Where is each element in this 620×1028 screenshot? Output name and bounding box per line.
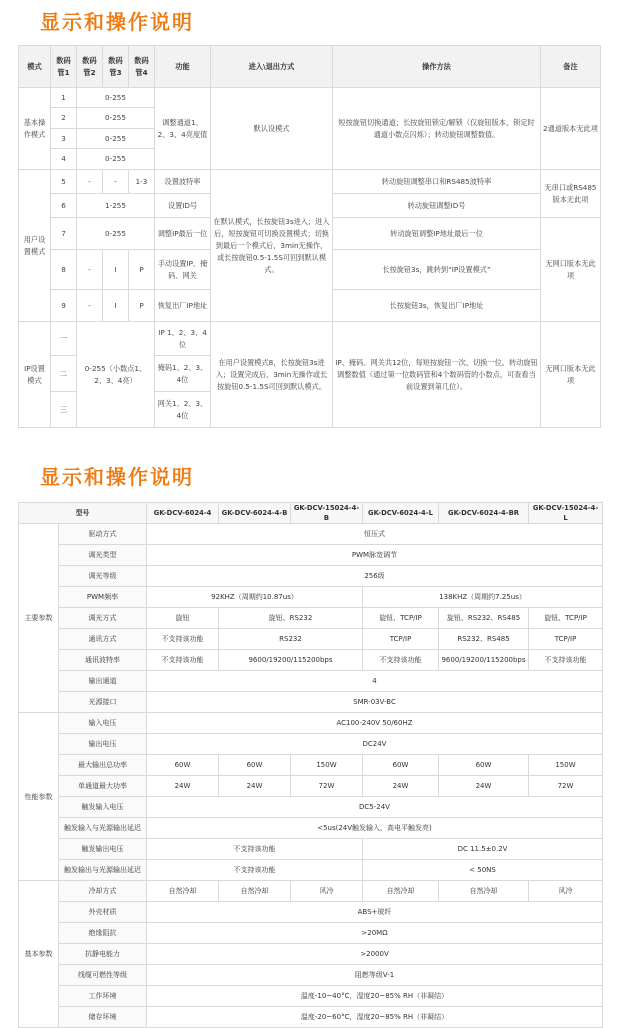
cell-digit: 8 bbox=[51, 250, 77, 290]
cell-digit: 二 bbox=[51, 356, 77, 392]
cell-value: 旋钮、RS232、RS485 bbox=[439, 608, 529, 629]
section-title-1: 显示和操作说明 bbox=[40, 10, 194, 34]
cell-value: 不支持该功能 bbox=[147, 839, 363, 860]
table-row bbox=[19, 608, 603, 629]
row-label: 储存环境 bbox=[59, 1007, 147, 1028]
cell-value: 风冷 bbox=[291, 881, 363, 902]
table-row bbox=[19, 860, 603, 881]
cell-operation: IP、掩码、网关共12位，每短按旋钮一次，切换一位。转动旋钮调整数值（通过第一位数码管和4个数码管的小数点，可查看当前设置到第几位）。 bbox=[333, 322, 541, 428]
row-label: 线缆可燃性等级 bbox=[59, 965, 147, 986]
table-row bbox=[19, 170, 601, 194]
cell-value: 自然冷却 bbox=[363, 881, 439, 902]
cell-digit: 1-3 bbox=[129, 170, 155, 194]
cell-value: 4 bbox=[147, 671, 603, 692]
cell-value: 24W bbox=[363, 776, 439, 797]
mode-user: 用户设置模式 bbox=[19, 170, 51, 322]
model-name: GK-DCV-15024-4-B bbox=[291, 503, 363, 524]
cell-function: IP 1、2、3、4位 bbox=[155, 322, 211, 356]
cell-value: >2000V bbox=[147, 944, 603, 965]
group-basic: 基本参数 bbox=[19, 881, 59, 1028]
cell-note: 无网口版本无此项 bbox=[541, 322, 601, 428]
cell-operation: 短按旋钮切换通道；长按旋钮锁定/解锁（仅旋钮版本，锁定时通道小数点闪烁）；转动旋钮调整数值。 bbox=[333, 88, 541, 170]
cell-digit: P bbox=[129, 250, 155, 290]
cell-value: 150W bbox=[529, 755, 603, 776]
cell-operation: 长按旋钮3s，恢复出厂IP地址 bbox=[333, 290, 541, 322]
cell-value: TCP/IP bbox=[363, 629, 439, 650]
cell-value: 60W bbox=[219, 755, 291, 776]
cell-digit: - bbox=[77, 250, 103, 290]
cell-value: 恒压式 bbox=[147, 524, 603, 545]
cell-range: 0-255 bbox=[77, 218, 155, 250]
cell-note: 无网口版本无此项 bbox=[541, 218, 601, 322]
operation-table bbox=[18, 45, 601, 428]
cell-value: 256级 bbox=[147, 566, 603, 587]
cell-enter: 在用户设置模式8，长按旋钮3s进入；设置完成后，3min无操作或长按旋钮0.5-1.5S可回到默认模式。 bbox=[211, 322, 333, 428]
model-name: GK-DCV-6024-4-BR bbox=[439, 503, 529, 524]
header-note: 备注 bbox=[541, 46, 601, 88]
cell-value: 自然冷却 bbox=[219, 881, 291, 902]
cell-value: SMR-03V-BC bbox=[147, 692, 603, 713]
cell-operation: 转动旋钮调整ID号 bbox=[333, 194, 541, 218]
cell-digit: - bbox=[103, 170, 129, 194]
header-operation: 操作方法 bbox=[333, 46, 541, 88]
row-label: 触发输出与光源输出延迟 bbox=[59, 860, 147, 881]
header-mode: 模式 bbox=[19, 46, 51, 88]
model-name: GK-DCV-6024-4-L bbox=[363, 503, 439, 524]
cell-value: RS232、RS485 bbox=[439, 629, 529, 650]
cell-value: 138KHZ（周期约7.25us） bbox=[363, 587, 603, 608]
table-row bbox=[19, 734, 603, 755]
cell-digit: - bbox=[77, 290, 103, 322]
row-label: 触发输入与光源输出延迟 bbox=[59, 818, 147, 839]
table-row bbox=[19, 1007, 603, 1028]
cell-operation: 转动旋钮调整IP地址最后一位 bbox=[333, 218, 541, 250]
row-label: 调光等级 bbox=[59, 566, 147, 587]
spec-table bbox=[18, 502, 603, 1028]
row-label: 外壳材质 bbox=[59, 902, 147, 923]
row-label: 调光方式 bbox=[59, 608, 147, 629]
row-label: 工作环境 bbox=[59, 986, 147, 1007]
table-row bbox=[19, 713, 603, 734]
table-row bbox=[19, 818, 603, 839]
cell-value: 150W bbox=[291, 755, 363, 776]
header-digit-4: 数码管4 bbox=[129, 46, 155, 88]
cell-function: 网关1、2、3、4位 bbox=[155, 392, 211, 428]
cell-value: 不支持该功能 bbox=[147, 629, 219, 650]
cell-value: 72W bbox=[291, 776, 363, 797]
header-digit-2: 数码管2 bbox=[77, 46, 103, 88]
cell-value: PWM脉宽调节 bbox=[147, 545, 603, 566]
header-function: 功能 bbox=[155, 46, 211, 88]
row-label: PWM频率 bbox=[59, 587, 147, 608]
cell-digit: 1 bbox=[51, 88, 77, 108]
cell-digit: 2 bbox=[51, 108, 77, 129]
model-name: GK-DCV-6024-4-B bbox=[219, 503, 291, 524]
cell-range: 0-255 bbox=[77, 129, 155, 149]
header-enter-exit: 进入\退出方式 bbox=[211, 46, 333, 88]
model-label: 型号 bbox=[19, 503, 147, 524]
cell-note: 无串口或RS485版本无此项 bbox=[541, 170, 601, 218]
table-row bbox=[19, 881, 603, 902]
cell-range: 0-255 bbox=[77, 149, 155, 170]
cell-value: 旋钮 bbox=[147, 608, 219, 629]
cell-value: 不支持该功能 bbox=[147, 860, 363, 881]
row-label: 通讯方式 bbox=[59, 629, 147, 650]
table-row bbox=[19, 322, 601, 356]
row-label: 抗静电能力 bbox=[59, 944, 147, 965]
cell-value: ABS+玻纤 bbox=[147, 902, 603, 923]
cell-digit: P bbox=[129, 290, 155, 322]
cell-enter: 默认设模式 bbox=[211, 88, 333, 170]
section-title-2: 显示和操作说明 bbox=[40, 465, 194, 489]
cell-value: 9600/19200/115200bps bbox=[439, 650, 529, 671]
table-row bbox=[19, 692, 603, 713]
cell-value: 风冷 bbox=[529, 881, 603, 902]
cell-value: 9600/19200/115200bps bbox=[219, 650, 363, 671]
cell-operation: 转动旋钮调整串口和RS485波特率 bbox=[333, 170, 541, 194]
cell-value: <5us(24V触发输入，高电平触发亮) bbox=[147, 818, 603, 839]
cell-digit: - bbox=[77, 170, 103, 194]
table-row bbox=[19, 839, 603, 860]
header-digit-3: 数码管3 bbox=[103, 46, 129, 88]
model-name: GK-DCV-6024-4 bbox=[147, 503, 219, 524]
group-main: 主要参数 bbox=[19, 524, 59, 713]
cell-digit: 一 bbox=[51, 322, 77, 356]
cell-digit: I bbox=[103, 290, 129, 322]
cell-digit: 4 bbox=[51, 149, 77, 170]
mode-ip: IP设置模式 bbox=[19, 322, 51, 428]
cell-value: 不支持该功能 bbox=[363, 650, 439, 671]
cell-value: 24W bbox=[147, 776, 219, 797]
cell-value: 温度-10~40°C，湿度20~85% RH（非凝结） bbox=[147, 986, 603, 1007]
table-row bbox=[19, 587, 603, 608]
table-row bbox=[19, 650, 603, 671]
cell-value: 24W bbox=[219, 776, 291, 797]
cell-value: 旋钮、TCP/IP bbox=[363, 608, 439, 629]
cell-digit: I bbox=[103, 250, 129, 290]
row-label: 单通道最大功率 bbox=[59, 776, 147, 797]
cell-value: 60W bbox=[363, 755, 439, 776]
row-label: 输出通道 bbox=[59, 671, 147, 692]
table-row bbox=[19, 566, 603, 587]
table-row bbox=[19, 545, 603, 566]
cell-value: 旋钮、TCP/IP bbox=[529, 608, 603, 629]
mode-basic: 基本操作模式 bbox=[19, 88, 51, 170]
cell-value: DC24V bbox=[147, 734, 603, 755]
cell-value: 温度-20~60°C，湿度20~85% RH（非凝结） bbox=[147, 1007, 603, 1028]
row-label: 触发输入电压 bbox=[59, 797, 147, 818]
cell-range: 1-255 bbox=[77, 194, 155, 218]
cell-value: 72W bbox=[529, 776, 603, 797]
row-label: 光源接口 bbox=[59, 692, 147, 713]
cell-function: 设置ID号 bbox=[155, 194, 211, 218]
cell-function: 恢复出厂IP地址 bbox=[155, 290, 211, 322]
table-row bbox=[19, 671, 603, 692]
cell-note: 2通道版本无此项 bbox=[541, 88, 601, 170]
cell-value: DC 11.5±0.2V bbox=[363, 839, 603, 860]
cell-digit: 3 bbox=[51, 129, 77, 149]
cell-function: 手动设置IP、掩码、网关 bbox=[155, 250, 211, 290]
table-row bbox=[19, 776, 603, 797]
cell-value: DC5-24V bbox=[147, 797, 603, 818]
model-row bbox=[19, 503, 603, 524]
row-label: 冷却方式 bbox=[59, 881, 147, 902]
cell-value: 92KHZ（周期约10.87us） bbox=[147, 587, 363, 608]
cell-function: 掩码1、2、3、4位 bbox=[155, 356, 211, 392]
group-perf: 性能参数 bbox=[19, 713, 59, 881]
table-row bbox=[19, 902, 603, 923]
cell-value: 旋钮、RS232 bbox=[219, 608, 363, 629]
table-row bbox=[19, 923, 603, 944]
cell-value: >20MΩ bbox=[147, 923, 603, 944]
table-header-row bbox=[19, 46, 601, 88]
row-label: 调光类型 bbox=[59, 545, 147, 566]
table-row bbox=[19, 965, 603, 986]
cell-function: 设置波特率 bbox=[155, 170, 211, 194]
cell-digit: 7 bbox=[51, 218, 77, 250]
cell-digit: 5 bbox=[51, 170, 77, 194]
cell-enter: 在默认模式，长按旋钮3s进入；进入后，短按旋钮可切换设置模式；切换到最后一个模式后，3min无操作，或长按旋钮0.5-1.5S可回到默认模式。 bbox=[211, 170, 333, 322]
table-row bbox=[19, 629, 603, 650]
cell-value: < 50NS bbox=[363, 860, 603, 881]
row-label: 触发输出电压 bbox=[59, 839, 147, 860]
header-digit-1: 数码管1 bbox=[51, 46, 77, 88]
cell-value: 阻燃等级V-1 bbox=[147, 965, 603, 986]
cell-value: RS232 bbox=[219, 629, 363, 650]
cell-operation: 长按旋钮3s，跳转到“IP设置模式” bbox=[333, 250, 541, 290]
cell-value: 自然冷却 bbox=[439, 881, 529, 902]
table-row bbox=[19, 88, 601, 108]
table-row bbox=[19, 797, 603, 818]
table-row bbox=[19, 524, 603, 545]
table-row bbox=[19, 944, 603, 965]
cell-value: 60W bbox=[439, 755, 529, 776]
cell-range: 0-255 bbox=[77, 108, 155, 129]
table-row bbox=[19, 986, 603, 1007]
row-label: 驱动方式 bbox=[59, 524, 147, 545]
table-row bbox=[19, 755, 603, 776]
cell-digit: 三 bbox=[51, 392, 77, 428]
row-label: 最大输出总功率 bbox=[59, 755, 147, 776]
cell-value: TCP/IP bbox=[529, 629, 603, 650]
cell-range: 0-255（小数点1、2、3、4亮） bbox=[77, 322, 155, 428]
cell-function: 调整通道1、2、3、4亮度值 bbox=[155, 88, 211, 170]
cell-digit: 6 bbox=[51, 194, 77, 218]
cell-function: 调整IP最后一位 bbox=[155, 218, 211, 250]
row-label: 绝缘阻抗 bbox=[59, 923, 147, 944]
cell-value: 不支持该功能 bbox=[529, 650, 603, 671]
cell-range: 0-255 bbox=[77, 88, 155, 108]
row-label: 通讯波特率 bbox=[59, 650, 147, 671]
row-label: 输入电压 bbox=[59, 713, 147, 734]
cell-value: 不支持该功能 bbox=[147, 650, 219, 671]
cell-digit: 9 bbox=[51, 290, 77, 322]
cell-value: 24W bbox=[439, 776, 529, 797]
cell-value: 60W bbox=[147, 755, 219, 776]
cell-value: 自然冷却 bbox=[147, 881, 219, 902]
row-label: 输出电压 bbox=[59, 734, 147, 755]
cell-value: AC100-240V 50/60HZ bbox=[147, 713, 603, 734]
model-name: GK-DCV-15024-4-L bbox=[529, 503, 603, 524]
